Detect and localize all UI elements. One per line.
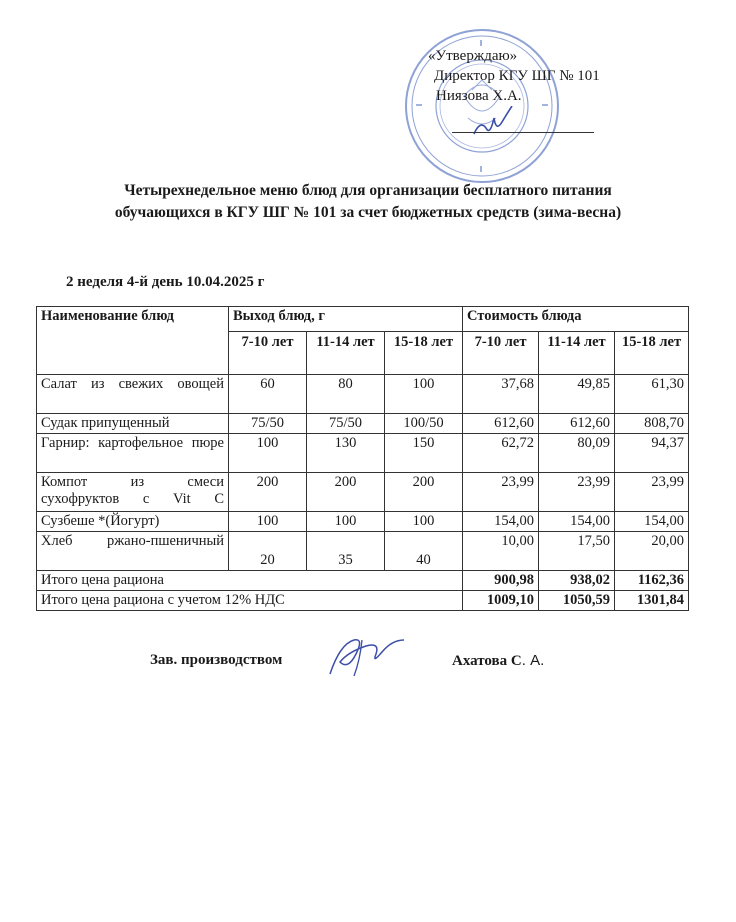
yield-cell: 200 [385, 473, 463, 512]
yield-cell: 60 [229, 375, 307, 414]
cost-cell: 49,85 [539, 375, 615, 414]
table-row [37, 375, 689, 414]
yield-cell: 100 [307, 512, 385, 532]
yield-cell: 200 [229, 473, 307, 512]
table-row [37, 434, 689, 473]
cost-cell: 20,00 [615, 532, 689, 571]
yield-cell: 75/50 [307, 414, 385, 434]
cost-cell: 61,30 [615, 375, 689, 414]
yield-cell: 100 [229, 512, 307, 532]
approval-heading: «Утверждаю» [428, 48, 518, 64]
cost-cell: 80,09 [539, 434, 615, 473]
yield-cell: 75/50 [229, 414, 307, 434]
total-vat-cost: 1009,10 [463, 591, 539, 611]
header-age: 7-10 лет [229, 332, 307, 375]
cost-cell: 94,37 [615, 434, 689, 473]
document-title [30, 180, 706, 224]
yield-cell: 80 [307, 375, 385, 414]
header-cost: Стоимость блюда [463, 307, 689, 332]
yield-cell: 100/50 [385, 414, 463, 434]
total-row [37, 571, 689, 591]
manager-name-initials: . А. [521, 652, 545, 669]
cost-cell: 23,99 [615, 473, 689, 512]
yield-cell: 100 [385, 375, 463, 414]
cost-cell: 612,60 [539, 414, 615, 434]
table-row [37, 473, 689, 512]
approval-position: Директор КГУ ШГ № 101 [434, 68, 600, 84]
total-cost: 900,98 [463, 571, 539, 591]
cost-cell: 23,99 [463, 473, 539, 512]
signature-line [452, 132, 594, 133]
cost-cell: 62,72 [463, 434, 539, 473]
yield-cell: 130 [307, 434, 385, 473]
header-age: 11-14 лет [539, 332, 615, 375]
total-vat-row [37, 591, 689, 611]
cost-cell: 154,00 [463, 512, 539, 532]
cost-cell: 23,99 [539, 473, 615, 512]
cost-cell: 154,00 [615, 512, 689, 532]
dish-name: Гарнир: картофельное пюре [37, 434, 229, 473]
yield-cell: 35 [307, 532, 385, 571]
yield-cell: 100 [385, 512, 463, 532]
table-row [37, 512, 689, 532]
total-label: Итого цена рациона [37, 571, 463, 591]
table-row [37, 414, 689, 434]
menu-table [36, 306, 689, 611]
dish-name: Сузбеше *(Йогурт) [37, 512, 229, 532]
title-line-1: Четырехнедельное меню блюд для организации бесплатного питания [124, 182, 612, 199]
cost-cell: 17,50 [539, 532, 615, 571]
dish-name: Хлеб ржано-пшеничный [37, 532, 229, 571]
cost-cell: 154,00 [539, 512, 615, 532]
total-vat-cost: 1050,59 [539, 591, 615, 611]
approval-name: Ниязова Х.А. [436, 88, 522, 104]
manager-name-bold: Ахатова С [452, 653, 522, 669]
production-manager-label: Зав. производством [150, 652, 283, 668]
cost-cell: 37,68 [463, 375, 539, 414]
header-age: 15-18 лет [615, 332, 689, 375]
production-manager-signature [322, 630, 412, 682]
menu-date-heading: 2 неделя 4-й день 10.04.2025 г [66, 274, 265, 290]
header-age: 11-14 лет [307, 332, 385, 375]
cost-cell: 612,60 [463, 414, 539, 434]
dish-name: Салат из свежих овощей [37, 375, 229, 414]
header-age: 15-18 лет [385, 332, 463, 375]
total-cost: 1162,36 [615, 571, 689, 591]
total-vat-cost: 1301,84 [615, 591, 689, 611]
director-signature [468, 106, 518, 142]
cost-cell: 808,70 [615, 414, 689, 434]
header-yield: Выход блюд, г [229, 307, 463, 332]
total-cost: 938,02 [539, 571, 615, 591]
yield-cell: 40 [385, 532, 463, 571]
title-line-2: обучающихся в КГУ ШГ № 101 за счет бюджетных средств (зима-весна) [114, 204, 622, 221]
yield-cell: 100 [229, 434, 307, 473]
yield-cell: 20 [229, 532, 307, 571]
dish-name: Компот из смеси сухофруктов с Vit C [37, 473, 229, 512]
production-manager-name [452, 652, 544, 670]
header-dish-name: Наименование блюд [37, 307, 229, 375]
total-vat-label: Итого цена рациона с учетом 12% НДС [37, 591, 463, 611]
dish-name: Судак припущенный [37, 414, 229, 434]
table-row [37, 532, 689, 571]
header-age: 7-10 лет [463, 332, 539, 375]
yield-cell: 200 [307, 473, 385, 512]
cost-cell: 10,00 [463, 532, 539, 571]
approval-block [422, 46, 600, 106]
yield-cell: 150 [385, 434, 463, 473]
